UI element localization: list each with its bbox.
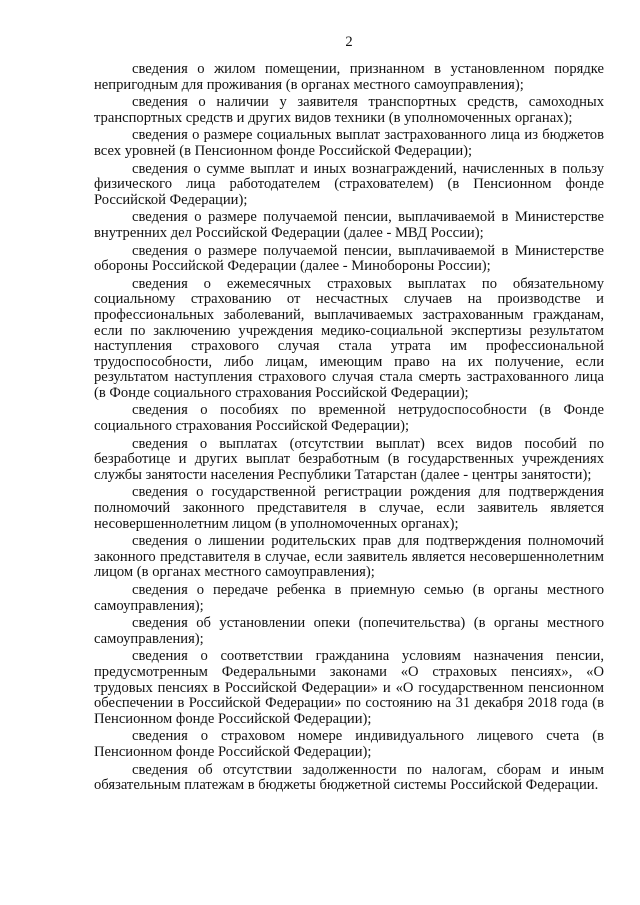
paragraph-tax-debt: сведения об отсутствии задолженности по налогам, сборам и иным обязательным платежам в бюджеты бюджетной системы Российской Федерации. bbox=[94, 761, 604, 794]
paragraph-mvd-pension: сведения о размере получаемой пенсии, выплачиваемой в Министерстве внутренних дел Российской Федерации (далее - МВД России); bbox=[94, 209, 604, 241]
page-number: 2 bbox=[345, 34, 353, 50]
paragraph-insurance-payments: сведения о ежемесячных страховых выплатах по обязательному социальному страхованию от несчастных случаев на производстве и профессиональных заболеваний, выплачиваемых застрахованным гражданам, если по заключению учреждения медико-социальной экспертизы результатом наступления страхового случая стала утрата им профессиональной трудоспособности, либо лицам, имеющим право на их получение, если результатом наступления страхового случая стала смерть застрахованного лица (в Фонде социального страхования Российской Федерации); bbox=[94, 275, 604, 401]
paragraph-unemployment: сведения о выплатах (отсутствии выплат) всех видов пособий по безработице и других выплат безработным (в государственных учреждениях службы занятости населения Республики Татарстан (далее - центры занятости); bbox=[94, 435, 604, 483]
paragraph-foster-family: сведения о передаче ребенка в приемную семью (в органы местного самоуправления); bbox=[94, 582, 604, 614]
paragraph-employer-payments: сведения о сумме выплат и иных вознаграждений, начисленных в пользу физического лица работодателем (страхователем) (в Пенсионном фонде Российской Федерации); bbox=[94, 160, 604, 208]
paragraph-social-payments: сведения о размере социальных выплат застрахованного лица из бюджетов всех уровней (в Пенсионном фонде Российской Федерации); bbox=[94, 127, 604, 159]
paragraph-vehicles: сведения о наличии у заявителя транспортных средств, самоходных транспортных средств и других видов техники (в уполномоченных органах); bbox=[94, 94, 604, 126]
paragraph-parental-rights: сведения о лишении родительских прав для подтверждения полномочий законного представителя в случае, если заявитель является несовершеннолетним лицом (в органах местного самоуправления); bbox=[94, 533, 604, 581]
paragraph-guardianship: сведения об установлении опеки (попечительства) (в органы местного самоуправления); bbox=[94, 615, 604, 647]
paragraph-housing: сведения о жилом помещении, признанном в установленном порядке непригодным для проживания (в органах местного самоуправления); bbox=[94, 61, 604, 93]
paragraph-birth-registration: сведения о государственной регистрации рождения для подтверждения полномочий законного представителя в случае, если заявитель является несовершеннолетним лицом (в уполномоченных органах); bbox=[94, 484, 604, 532]
paragraph-sick-leave: сведения о пособиях по временной нетрудоспособности (в Фонде социального страхования Российской Федерации); bbox=[94, 402, 604, 435]
paragraph-snils: сведения о страховом номере индивидуального лицевого счета (в Пенсионном фонде Российской Федерации); bbox=[94, 728, 604, 760]
paragraph-minoborony-pension: сведения о размере получаемой пенсии, выплачиваемой в Министерстве обороны Российской Федерации (далее - Минобороны России); bbox=[94, 242, 604, 275]
paragraph-pension-eligibility: сведения о соответствии гражданина условиям назначения пенсии, предусмотренным Федеральными законами «О страховых пенсиях», «О трудовых пенсиях в Российской Федерации» и «О государственном пенсионном обеспечении в Российской Федерации» по состоянию на 31 декабря 2018 года (в Пенсионном фонде Российской Федерации); bbox=[94, 648, 604, 727]
